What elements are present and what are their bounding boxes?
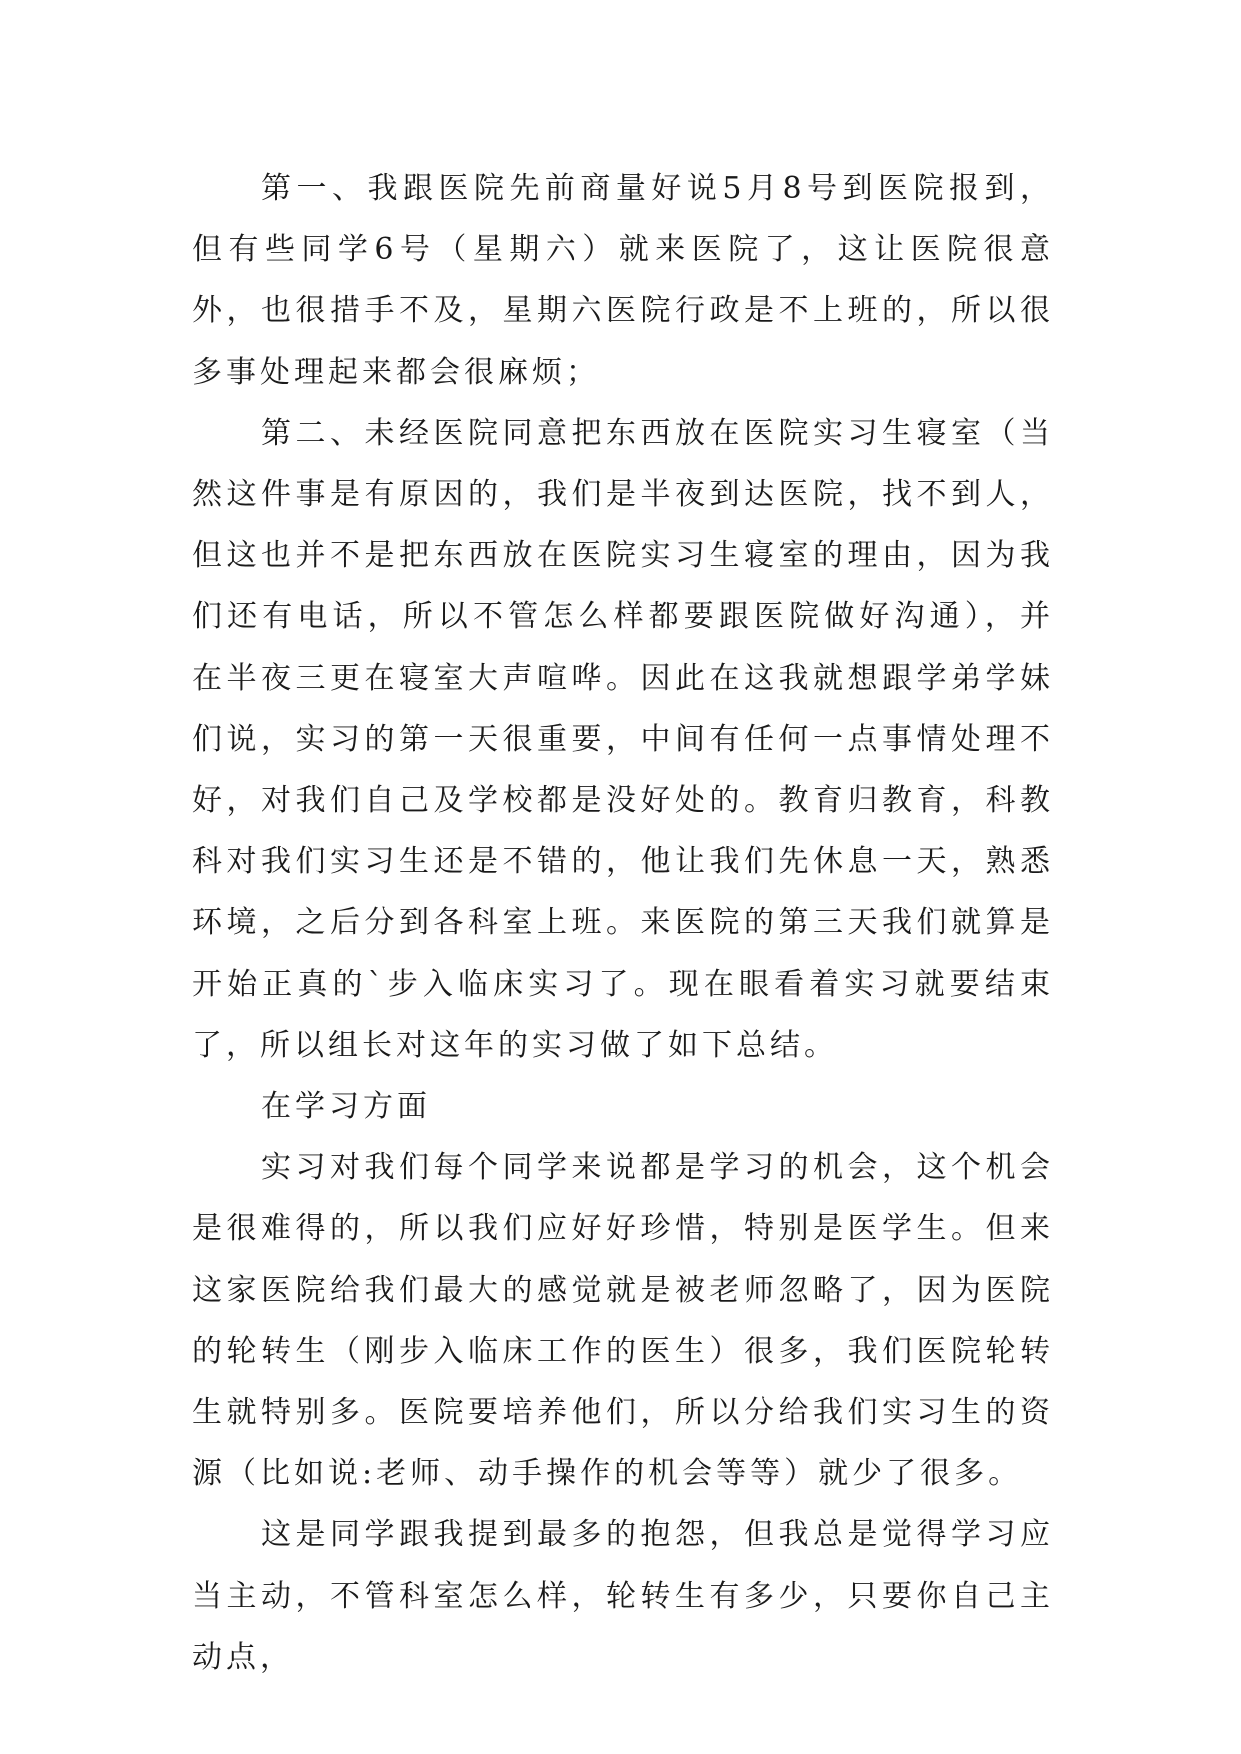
section-heading-study: 在学习方面 <box>261 1089 431 1125</box>
paragraph-complaint: 这是同学跟我提到最多的抱怨，但我总是觉得学习应当主动，不管科室怎么样，轮转生有多少，只要你自己主动点， <box>192 1517 1054 1675</box>
document-body <box>192 158 1054 1688</box>
paragraph-first-point: 第一、我跟医院先前商量好说5月8号到医院报到，但有些同学6号（星期六）就来医院了，这让医院很意外，也很措手不及，星期六医院行政是不上班的，所以很多事处理起来都会很麻烦； <box>192 171 1054 390</box>
paragraph-study-opportunity: 实习对我们每个同学来说都是学习的机会，这个机会是很难得的，所以我们应好好珍惜，特别是医学生。但来这家医院给我们最大的感觉就是被老师忽略了，因为医院的轮转生（刚步入临床工作的医生）很多，我们医院轮转生就特别多。医院要培养他们，所以分给我们实习生的资源（比如说:老师、动手操作的机会等等）就少了很多。 <box>192 1150 1054 1492</box>
paragraph-second-point: 第二、未经医院同意把东西放在医院实习生寝室（当然这件事是有原因的，我们是半夜到达医院，找不到人，但这也并不是把东西放在医院实习生寝室的理由，因为我们还有电话，所以不管怎么样都要跟医院做好沟通），并在半夜三更在寝室大声喧哗。因此在这我就想跟学弟学妹们说，实习的第一天很重要，中间有任何一点事情处理不好，对我们自己及学校都是没好处的。教育归教育，科教科对我们实习生还是不错的，他让我们先休息一天，熟悉环境，之后分到各科室上班。来医院的第三天我们就算是开始正真的`步入临床实习了。现在眼看着实习就要结束了，所以组长对这年的实习做了如下总结。 <box>192 415 1054 1063</box>
